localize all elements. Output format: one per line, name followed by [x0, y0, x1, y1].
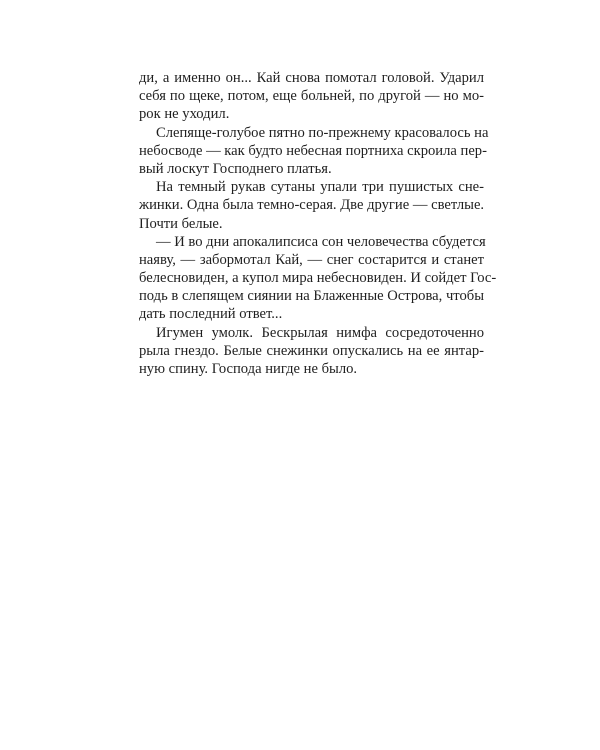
text-line: рок не уходил.	[139, 106, 230, 123]
text-line: вый лоскут Господнего платья.	[139, 160, 332, 177]
paragraph-2	[139, 124, 489, 179]
text-line: небосводе — как будто небесная портниха скроила пер-	[139, 142, 487, 159]
text-line: подь в слепящем сиянии на Блаженные Острова, чтобы	[139, 288, 484, 305]
text-line: рыла гнездо. Белые снежинки опускались на ее янтар-	[139, 342, 484, 359]
text-line: — И во дни апокалипсиса сон человечества сбудется	[156, 233, 486, 250]
text-line: жинки. Одна была темно-серая. Две другие — светлые.	[139, 197, 485, 214]
paragraph-1	[139, 69, 484, 124]
text-line: дать последний ответ...	[139, 306, 283, 323]
text-line: наяву, — забормотал Кай, — снег состарится и станет	[139, 251, 484, 268]
paragraph-4	[139, 233, 497, 324]
text-line: ди, а именно он... Кай снова помотал головой. Ударил	[139, 70, 484, 86]
body-text	[139, 69, 497, 378]
text-line: Игумен умолк. Бескрылая нимфа сосредоточенно	[156, 324, 484, 341]
text-line: себя по щеке, потом, еще больней, по другой — но мо-	[139, 88, 484, 105]
text-line: белесновиден, а купол мира небесновиден. И сойдет Гос-	[139, 270, 497, 287]
text-line: Слепяще-голубое пятно по-прежнему красовалось на	[156, 124, 489, 141]
paragraph-5	[139, 324, 484, 379]
text-line: На темный рукав сутаны упали три пушистых сне-	[156, 179, 484, 196]
text-line: Почти белые.	[139, 215, 223, 232]
paragraph-3	[139, 178, 484, 233]
text-line: ную спину. Господа нигде не было.	[139, 361, 358, 377]
